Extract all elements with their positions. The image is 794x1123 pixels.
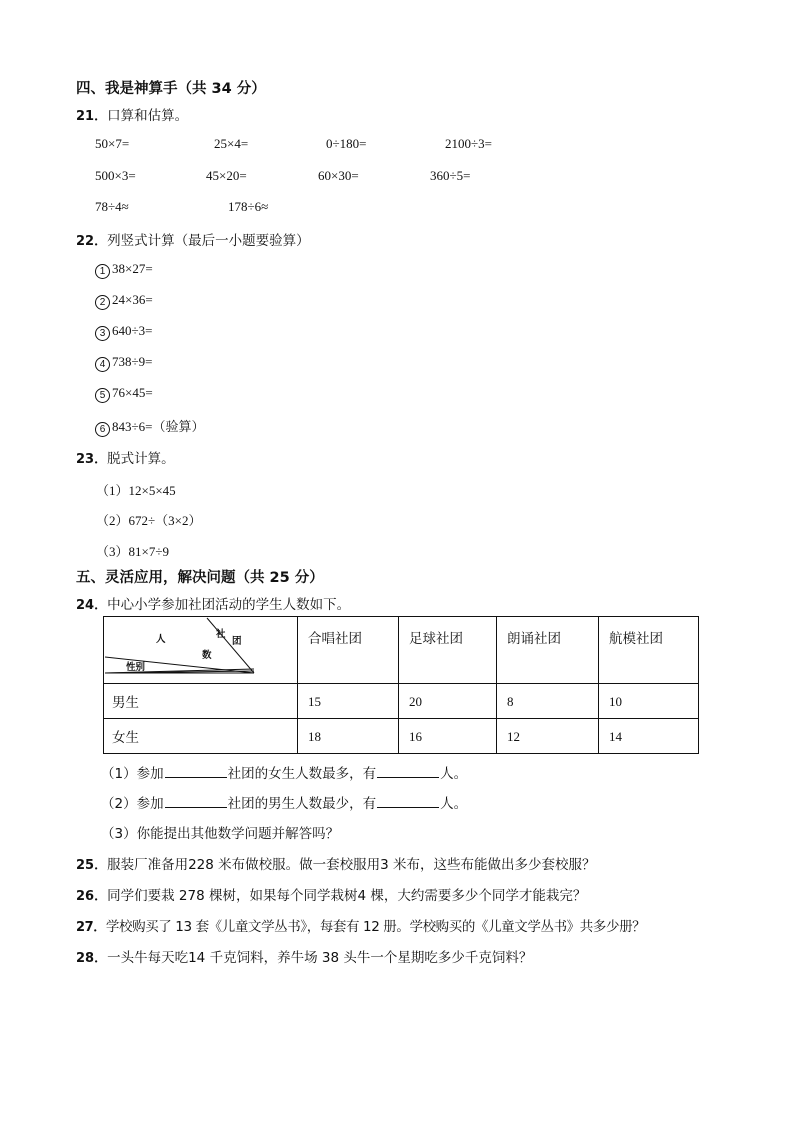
sub-text: 社团的女生人数最多，有: [227, 766, 377, 782]
row-label: 男生: [104, 684, 298, 719]
circled-number: 5: [95, 388, 110, 403]
answer-blank[interactable]: [377, 765, 439, 778]
question-text: 列竖式计算（最后一小题要验算）: [107, 233, 310, 249]
q22-expr: 24×36=: [112, 292, 153, 307]
question-number: 23．: [76, 452, 108, 467]
table-cell: 8: [497, 684, 599, 719]
sub-text: 人。: [440, 766, 468, 782]
q24-sub-2: [101, 792, 467, 812]
q21-expr: 25×4=: [214, 136, 249, 151]
table-cell: 14: [599, 719, 699, 754]
q21-expr: 2100÷3=: [445, 136, 492, 151]
q24-sub-3: （3）你能提出其他数学问题并解答吗？: [101, 826, 340, 842]
diag-label-xingbie: 性别: [126, 662, 146, 673]
column-header: 朗诵社团: [497, 617, 599, 684]
question-text: 学校购买了 13 套《儿童文学丛书》，每套有 12 册。学校购买的《儿童文学丛书》共多少册？: [105, 919, 646, 935]
q22-expr: 738÷9=: [112, 354, 153, 369]
question-26: [76, 884, 586, 904]
table-cell: 20: [399, 684, 497, 719]
q21-expr: 0÷180=: [326, 136, 367, 151]
question-text: 一头牛每天吃14 千克饲料，养牛场 38 头牛一个星期吃多少千克饲料？: [107, 950, 533, 966]
column-header: 合唱社团: [298, 617, 399, 684]
question-22: [76, 229, 310, 249]
sub-text: 社团的男生人数最少，有: [227, 796, 377, 812]
answer-blank[interactable]: [165, 765, 227, 778]
q22-item: [95, 323, 152, 341]
question-number: 24．: [76, 598, 108, 613]
q24-sub-1: [101, 762, 467, 782]
q21-expr: 78÷4≈: [95, 199, 129, 214]
question-text: 口算和估算。: [107, 108, 189, 124]
question-28: [76, 946, 532, 966]
table-cell: 16: [399, 719, 497, 754]
question-text: 中心小学参加社团活动的学生人数如下。: [107, 597, 351, 613]
diag-label-she: 社: [216, 629, 226, 640]
diagonal-header-cell: [104, 617, 298, 684]
sub-text: （1）参加: [101, 766, 164, 782]
q22-expr: 843÷6=（验算）: [112, 419, 205, 434]
question-number: 27．: [76, 920, 106, 935]
question-number: 28．: [76, 951, 108, 966]
club-table: [103, 616, 699, 754]
question-text: 同学们要栽 278 棵树，如果每个同学栽树4 棵，大约需要多少个同学才能栽完？: [107, 888, 587, 904]
question-27: [76, 915, 645, 935]
circled-number: 3: [95, 326, 110, 341]
table-header-row: [104, 617, 699, 684]
question-text: 服装厂准备用228 米布做校服。做一套校服用3 米布，这些布能做出多少套校服？: [107, 857, 596, 873]
q22-item: [95, 261, 153, 279]
q23-item: （2）672÷（3×2）: [96, 513, 202, 528]
table-cell: 12: [497, 719, 599, 754]
diag-label-ren: 人: [156, 634, 166, 645]
sub-text: （2）参加: [101, 796, 164, 812]
diagonal-lines: [104, 617, 297, 683]
question-number: 22．: [76, 234, 108, 249]
section-5-title: 五、灵活应用，解决问题（共 25 分）: [76, 570, 324, 586]
question-number: 21．: [76, 109, 108, 124]
q22-item: [95, 385, 153, 403]
table-row: [104, 684, 699, 719]
answer-blank[interactable]: [165, 795, 227, 808]
question-23: [76, 447, 175, 467]
q23-item: （3）81×7÷9: [96, 544, 169, 559]
question-21: [76, 104, 188, 124]
row-label: 女生: [104, 719, 298, 754]
q21-expr: 45×20=: [206, 168, 247, 183]
q22-expr: 640÷3=: [112, 323, 153, 338]
q22-expr: 76×45=: [112, 385, 153, 400]
question-text: 脱式计算。: [107, 451, 175, 467]
question-number: 26．: [76, 889, 108, 904]
question-24: [76, 593, 350, 613]
diag-label-shu: 数: [202, 650, 212, 661]
q22-expr: 38×27=: [112, 261, 153, 276]
table-cell: 10: [599, 684, 699, 719]
q23-item: （1）12×5×45: [96, 483, 176, 498]
table-cell: 18: [298, 719, 399, 754]
circled-number: 6: [95, 422, 110, 437]
column-header: 足球社团: [399, 617, 497, 684]
diag-label-tuan: 团: [232, 636, 242, 647]
q22-item: [95, 292, 153, 310]
q21-expr: 50×7=: [95, 136, 130, 151]
q21-expr: 60×30=: [318, 168, 359, 183]
table-cell: 15: [298, 684, 399, 719]
circled-number: 4: [95, 357, 110, 372]
q21-expr: 360÷5=: [430, 168, 471, 183]
table-row: [104, 719, 699, 754]
section-4-title: 四、我是神算手（共 34 分）: [76, 81, 266, 97]
answer-blank[interactable]: [377, 795, 439, 808]
q21-expr: 500×3=: [95, 168, 136, 183]
circled-number: 2: [95, 295, 110, 310]
sub-text: 人。: [440, 796, 468, 812]
question-25: [76, 853, 596, 873]
column-header: 航模社团: [599, 617, 699, 684]
q22-item: [95, 416, 204, 437]
q21-expr: 178÷6≈: [228, 199, 269, 214]
circled-number: 1: [95, 264, 110, 279]
question-number: 25．: [76, 858, 108, 873]
q22-item: [95, 354, 152, 372]
